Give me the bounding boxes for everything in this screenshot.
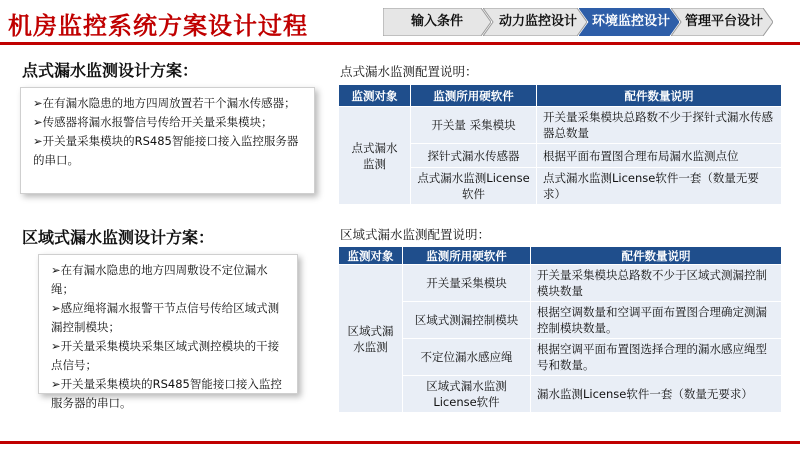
table-header-row bbox=[339, 247, 782, 265]
table-row bbox=[339, 302, 782, 339]
header-hardware: 监测所用硬软件 bbox=[411, 85, 537, 107]
table-header-row bbox=[339, 85, 782, 107]
header-object: 监测对象 bbox=[339, 85, 411, 107]
step-power-monitoring[interactable]: 动力监控设计 bbox=[483, 8, 587, 36]
hardware-cell: 点式漏水监测License软件 bbox=[411, 168, 537, 205]
quantity-cell: 点式漏水监测License软件一套（数量无要求） bbox=[537, 168, 782, 205]
quantity-cell: 开关量采集模块总路数不少于探针式漏水传感器总数量 bbox=[537, 107, 782, 144]
quantity-cell: 根据空调数量和空调平面布置图合理确定测漏控制模块数量。 bbox=[531, 302, 782, 339]
header-quantity: 配件数量说明 bbox=[531, 247, 782, 265]
point-config-table bbox=[338, 84, 782, 205]
header-divider bbox=[0, 42, 800, 45]
hardware-cell: 探针式漏水传感器 bbox=[411, 144, 537, 168]
point-section-title: 点式漏水监测设计方案： bbox=[22, 61, 199, 80]
area-section-title: 区域式漏水监测设计方案： bbox=[22, 228, 215, 247]
area-item: ➢感应绳将漏水报警干节点信号传给区域式测漏控制模块； bbox=[51, 301, 280, 334]
area-item: ➢开关量采集模块采集区域式测控模块的干接点信号； bbox=[51, 339, 280, 372]
hardware-cell: 不定位漏水感应绳 bbox=[403, 339, 531, 376]
table-row bbox=[339, 265, 782, 302]
area-config-table bbox=[338, 246, 782, 413]
point-item: ➢开关量采集模块的RS485智能接口接入监控服务器的串口。 bbox=[33, 134, 299, 167]
hardware-cell: 区域式漏水监测License软件 bbox=[403, 376, 531, 413]
area-description-box bbox=[38, 254, 298, 410]
quantity-cell: 漏水监测License软件一套（数量无要求） bbox=[531, 376, 782, 413]
monitor-object: 点式漏水监测 bbox=[339, 107, 411, 205]
hardware-cell: 区域式测漏控制模块 bbox=[403, 302, 531, 339]
table-row bbox=[339, 339, 782, 376]
footer-divider bbox=[0, 441, 800, 444]
monitor-object: 区域式漏水监测 bbox=[339, 265, 403, 413]
area-table-caption: 区域式漏水监测配置说明： bbox=[340, 227, 491, 242]
hardware-cell: 开关量采集模块 bbox=[403, 265, 531, 302]
step-management-platform[interactable]: 管理平台设计 bbox=[671, 8, 773, 36]
step-input-conditions[interactable]: 输入条件 bbox=[383, 8, 491, 36]
point-item: ➢在有漏水隐患的地方四周放置若干个漏水传感器； bbox=[33, 96, 296, 110]
header-quantity: 配件数量说明 bbox=[537, 85, 782, 107]
quantity-cell: 根据空调平面布置图选择合理的漏水感应绳型号和数量。 bbox=[531, 339, 782, 376]
point-table-caption: 点式漏水监测配置说明： bbox=[340, 64, 478, 79]
quantity-cell: 开关量采集模块总路数不少于区域式测漏控制模块数量 bbox=[531, 265, 782, 302]
table-row bbox=[339, 376, 782, 413]
hardware-cell: 开关量 采集模块 bbox=[411, 107, 537, 144]
step-environment-monitoring[interactable]: 环境监控设计 bbox=[579, 8, 679, 36]
area-item: ➢在有漏水隐患的地方四周敷设不定位漏水绳； bbox=[51, 263, 268, 296]
quantity-cell: 根据平面布置图合理布局漏水监测点位 bbox=[537, 144, 782, 168]
table-row bbox=[339, 107, 782, 144]
point-description-box bbox=[20, 87, 315, 194]
area-item: ➢开关量采集模块的RS485智能接口接入监控服务器的串口。 bbox=[51, 377, 282, 410]
header-hardware: 监测所用硬软件 bbox=[403, 247, 531, 265]
point-item: ➢传感器将漏水报警信号传给开关量采集模块； bbox=[33, 115, 273, 129]
header-object: 监测对象 bbox=[339, 247, 403, 265]
page-title: 机房监控系统方案设计过程 bbox=[8, 12, 308, 40]
